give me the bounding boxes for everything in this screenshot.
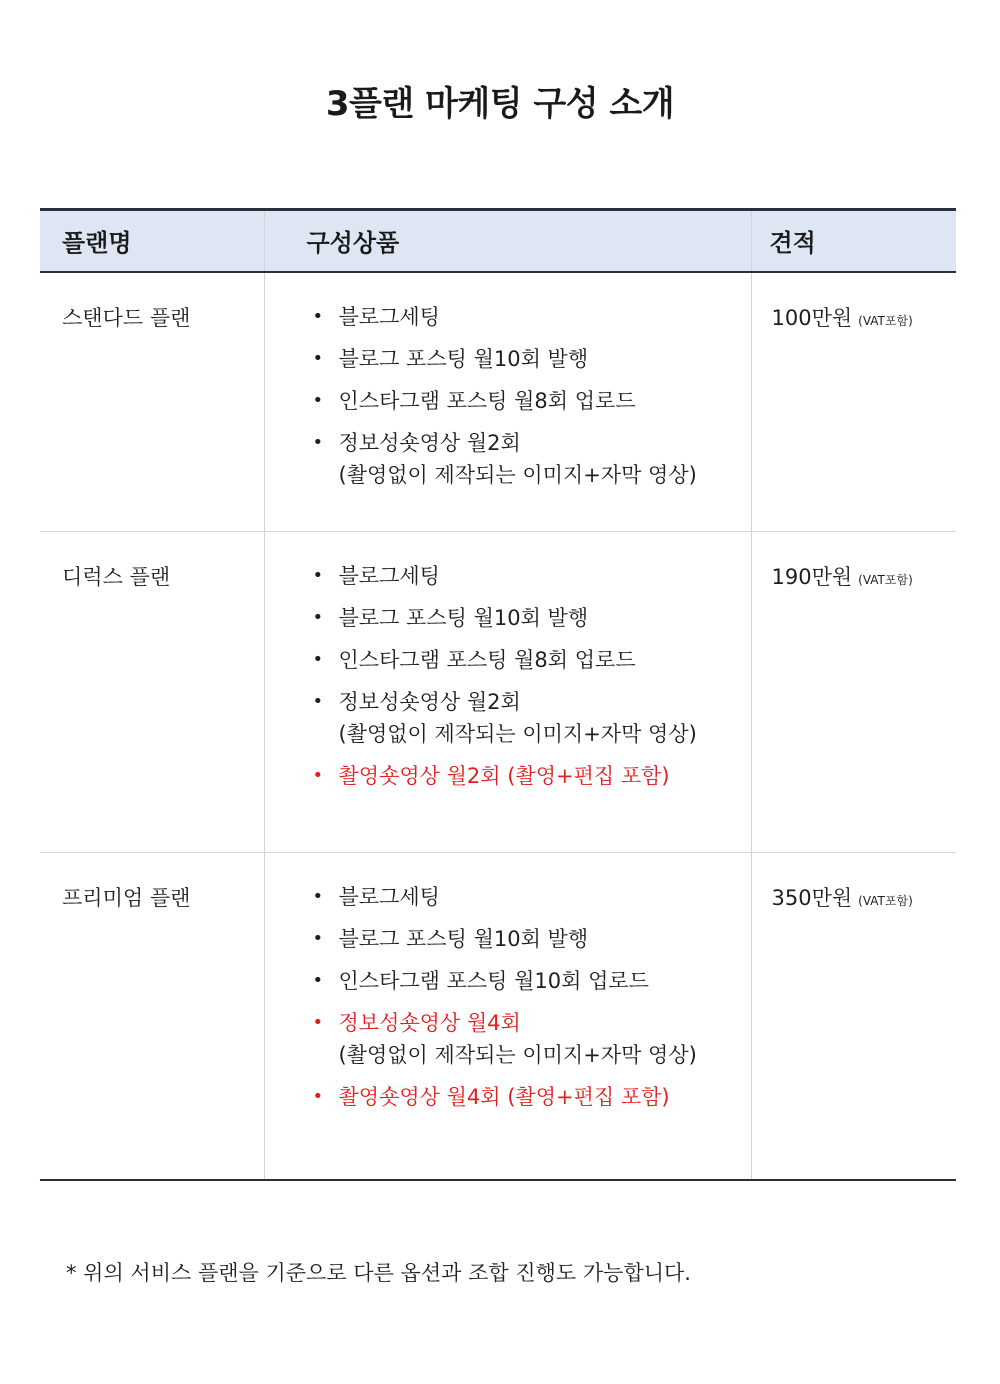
product-text: 인스타그램 포스팅 월10회 업로드 bbox=[338, 969, 649, 993]
price-value: 350만원 bbox=[771, 886, 853, 910]
price-cell bbox=[751, 853, 956, 1180]
product-text: 정보성숏영상 월2회 bbox=[338, 430, 521, 455]
price-value: 100만원 bbox=[771, 305, 853, 330]
product-item bbox=[313, 343, 751, 375]
product-text: 인스타그램 포스팅 월8회 업로드 bbox=[338, 388, 636, 413]
product-item bbox=[313, 644, 751, 676]
bullet-icon: • bbox=[312, 1086, 324, 1107]
bullet-icon: • bbox=[312, 607, 324, 628]
product-item bbox=[313, 602, 751, 634]
price-vat-note: (VAT포함) bbox=[858, 894, 913, 908]
bullet-icon: • bbox=[312, 305, 324, 327]
product-item bbox=[313, 560, 751, 592]
product-item-highlight bbox=[313, 1007, 751, 1071]
header-price: 견적 bbox=[751, 210, 956, 272]
bullet-icon: • bbox=[312, 431, 324, 453]
product-item bbox=[313, 965, 751, 997]
bullet-icon: • bbox=[312, 765, 324, 786]
product-item bbox=[313, 923, 751, 955]
products-cell bbox=[264, 272, 751, 532]
product-item bbox=[313, 301, 751, 333]
header-plan-name: 플랜명 bbox=[40, 210, 264, 272]
product-text: 블로그세팅 bbox=[338, 564, 440, 588]
product-subtext: (촬영없이 제작되는 이미지+자막 영상) bbox=[338, 462, 697, 487]
product-text: 촬영숏영상 월4회 (촬영+편집 포함) bbox=[338, 1085, 670, 1109]
bullet-icon: • bbox=[312, 347, 324, 369]
product-subtext: (촬영없이 제작되는 이미지+자막 영상) bbox=[338, 1043, 697, 1067]
price-value: 190만원 bbox=[771, 565, 853, 589]
product-text: 정보성숏영상 월2회 bbox=[338, 690, 521, 714]
bullet-icon: • bbox=[312, 928, 324, 949]
product-list bbox=[265, 560, 751, 792]
product-text: 정보성숏영상 월4회 bbox=[338, 1011, 521, 1035]
plan-table bbox=[40, 208, 956, 1181]
bullet-icon: • bbox=[312, 389, 324, 411]
plan-name: 디럭스 플랜 bbox=[40, 532, 264, 853]
product-item bbox=[313, 881, 751, 913]
product-text: 블로그 포스팅 월10회 발행 bbox=[338, 606, 589, 630]
bullet-icon: • bbox=[312, 970, 324, 991]
product-text: 촬영숏영상 월2회 (촬영+편집 포함) bbox=[338, 764, 670, 788]
bullet-icon: • bbox=[312, 691, 324, 712]
table-header-row bbox=[40, 210, 956, 272]
price-cell bbox=[751, 272, 956, 532]
price-cell bbox=[751, 532, 956, 853]
table-row-deluxe bbox=[40, 532, 956, 853]
bullet-icon: • bbox=[312, 1012, 324, 1033]
footnote: * 위의 서비스 플랜을 기준으로 다른 옵션과 조합 진행도 가능합니다. bbox=[66, 1261, 691, 1285]
plan-name: 프리미엄 플랜 bbox=[40, 853, 264, 1180]
products-cell bbox=[264, 853, 751, 1180]
product-text: 블로그세팅 bbox=[338, 885, 440, 909]
table-row-premium bbox=[40, 853, 956, 1180]
plan-name: 스탠다드 플랜 bbox=[40, 272, 264, 532]
product-list bbox=[265, 301, 751, 491]
product-item-highlight bbox=[313, 1081, 751, 1113]
price-vat-note: (VAT포함) bbox=[858, 313, 913, 328]
price-vat-note: (VAT포함) bbox=[858, 573, 913, 587]
product-text: 블로그 포스팅 월10회 발행 bbox=[338, 346, 589, 371]
product-list bbox=[265, 881, 751, 1113]
product-text: 블로그 포스팅 월10회 발행 bbox=[338, 927, 589, 951]
bullet-icon: • bbox=[312, 886, 324, 907]
bullet-icon: • bbox=[312, 565, 324, 586]
header-products: 구성상품 bbox=[264, 210, 751, 272]
page-title: 3플랜 마케팅 구성 소개 bbox=[325, 84, 675, 124]
table-row-standard bbox=[40, 272, 956, 532]
bullet-icon: • bbox=[312, 649, 324, 670]
product-item bbox=[313, 385, 751, 417]
product-item bbox=[313, 427, 751, 491]
product-text: 인스타그램 포스팅 월8회 업로드 bbox=[338, 648, 636, 672]
product-subtext: (촬영없이 제작되는 이미지+자막 영상) bbox=[338, 722, 697, 746]
product-item bbox=[313, 686, 751, 750]
products-cell bbox=[264, 532, 751, 853]
product-item-highlight bbox=[313, 760, 751, 792]
product-text: 블로그세팅 bbox=[338, 304, 440, 329]
